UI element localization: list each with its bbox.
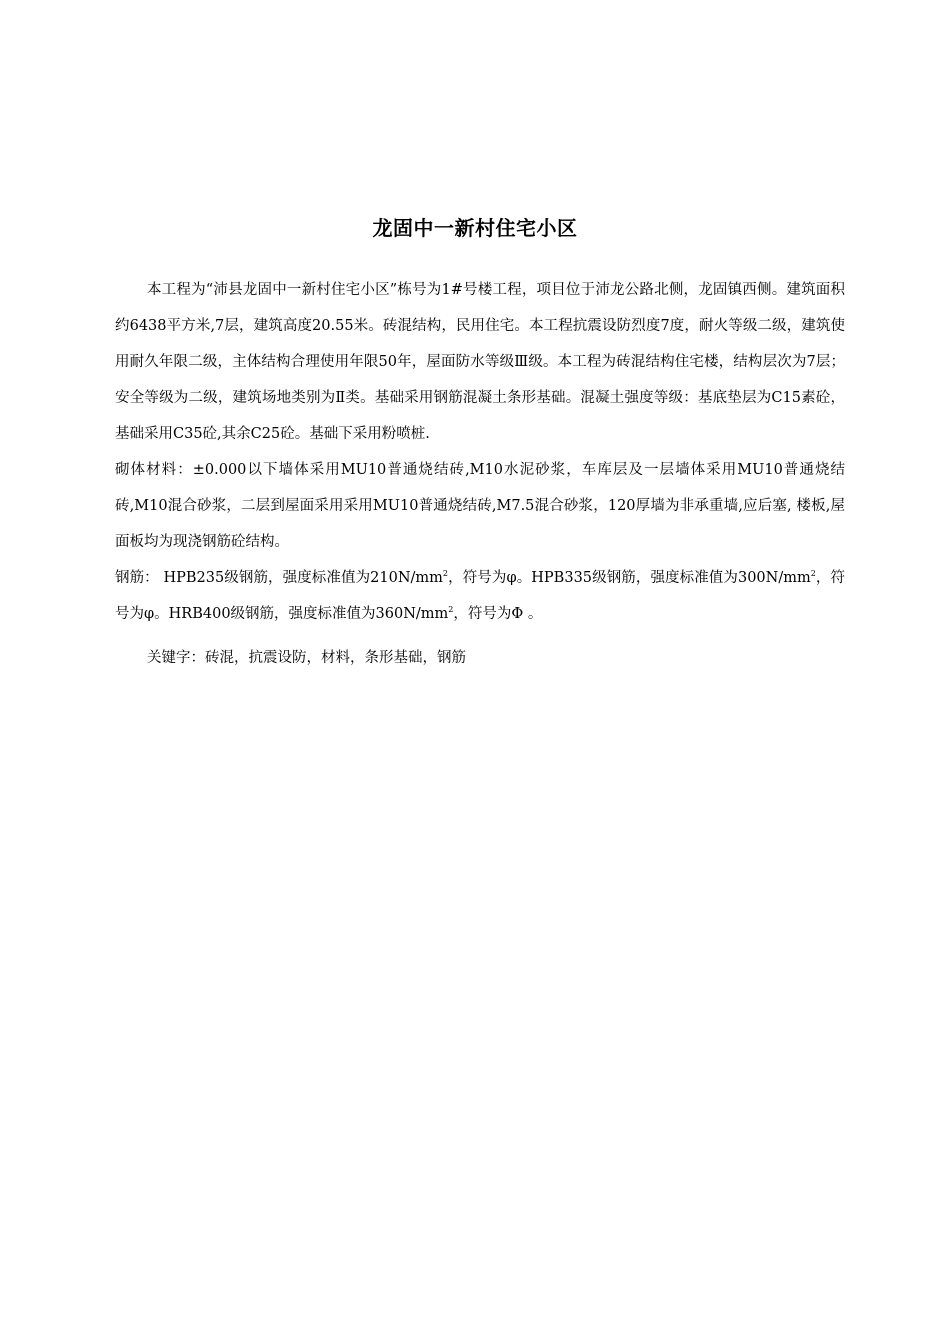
steel-text-3: ，符号为φ。HRB400级钢筋，强度标准值为360N/mm (115, 570, 846, 622)
steel-unit-superscript-3: 2 (448, 605, 454, 615)
steel-text-1: 钢筋： HPB235级钢筋，强度标准值为210N/mm (115, 570, 443, 586)
document-title: 龙固中一新村住宅小区 (372, 216, 578, 240)
keywords-paragraph: 关键字：砖混，抗震设防，材料，条形基础，钢筋 (147, 650, 466, 666)
steel-text-2: ，符号为φ。HPB335级钢筋，强度标准值为300N/mm (448, 570, 811, 586)
intro-paragraph: 本工程为“沛县龙固中一新村住宅小区”栋号为1#号楼工程，项目位于沛龙公路北侧，龙固镇西侧。建筑面积约6438平方米,7层，建筑高度20.55米。砖混结构，民用住宅。本工程抗震设防烈度7度，耐火等级二级，建筑使用耐久年限二级，主体结构合理使用年限50年，屋面防水等级Ⅲ级。本工程为砖混结构住宅楼，结构层次为7层；安全等级为二级，建筑场地类别为Ⅱ类。基础采用钢筋混凝土条形基础。混凝土强度等级：基底垫层为C15素砼，基础采用C35砼,其余C25砼。基础下采用粉喷桩. (115, 282, 845, 442)
document-body (115, 272, 845, 676)
steel-text-4: ，符号为Φ 。 (453, 606, 543, 622)
steel-unit-superscript-1: 2 (442, 569, 449, 579)
steel-paragraph (115, 560, 845, 632)
steel-unit-superscript-2: 2 (810, 569, 816, 579)
masonry-paragraph: 砌体材料：±0.000以下墙体采用MU10普通烧结砖,M10水泥砂浆，车库层及一层墙体采用MU10普通烧结砖,M10混合砂浆，二层到屋面采用采用MU10普通烧结砖,M7.5混合砂浆，120厚墙为非承重墙,应后塞, 楼板,屋面板均为现浇钢筋砼结构。 (115, 462, 845, 550)
